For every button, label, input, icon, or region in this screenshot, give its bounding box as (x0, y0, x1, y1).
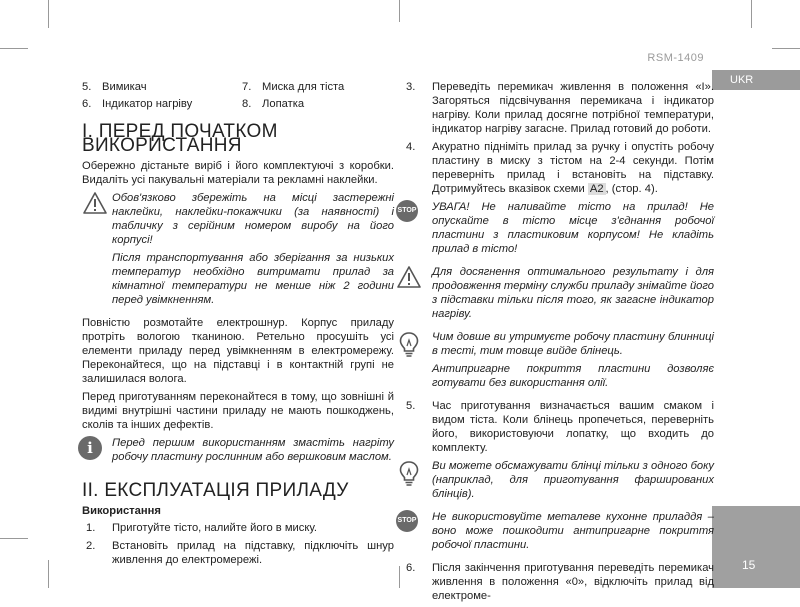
list-item: 5. Вимикач (82, 81, 147, 93)
warning-icon (396, 265, 422, 289)
stop-text: Не використовуйте металеве кухонне приладдя – воно може пошкодити антипригарне покриття робочої пластини. (432, 511, 714, 551)
list-item: 7. Миска для тіста (242, 81, 345, 93)
stop-note (397, 510, 714, 556)
paragraph: Повністю розмотайте електрошнур. Корпус приладу протріть вологою тканиною. Ретельно просушіть усі елементи приладу перед увімкненням в електромережу. Переконайтеся, що на підставці і в контактній групі не залишилася волога. (82, 317, 394, 385)
right-column (397, 80, 714, 607)
list-item: 2. Встановіть прилад на підставку, підключіть шнур живлення до електромережі. (86, 540, 394, 566)
figure-reference: A2 (589, 183, 604, 195)
lightbulb-icon (397, 459, 421, 487)
left-column (82, 80, 394, 571)
section-title: II. ЕКСПЛУАТАЦІЯ ПРИЛАДУ (82, 480, 349, 501)
steps-list (82, 521, 394, 567)
crop-mark (399, 566, 400, 588)
subsection-title: Використання (82, 505, 161, 517)
list-item: 3. Переведіть перемикач живлення в положення «I». Загоряться підсвічування перемикача і індикатор нагріву. Коли прилад досягне потрібної температури, індикатор нагріву загасне. Прилад готовий до роботи. (406, 81, 714, 135)
stop-text: УВАГА! Не наливайте тісто на прилад! Не опускайте в тісто місце з'єднання робочої пластини з пластиковим корпусом! Не кладіть прилад в тісто! (432, 201, 714, 255)
crop-mark (751, 0, 752, 28)
tip-text: Чим довше ви утримуєте робочу пластину блинниці в тесті, тим товще вийде блінець. (432, 331, 714, 357)
list-item: 6. Індикатор нагріву (82, 98, 193, 110)
warning-note (82, 191, 394, 311)
info-icon: i (78, 436, 102, 460)
warning-text: Обов'язково збережіть на місці застережні наклейки, наклейки-покажчики (за наявності) і табличку з серійним номером виробу на його корпусі! (112, 192, 394, 246)
crop-mark (0, 48, 28, 49)
language-tab: UKR (712, 70, 800, 90)
list-item: 6. Після закінчення приготування переведіть перемикач живлення в положення «0», відключіть прилад від електроме- (406, 562, 714, 602)
info-text: Перед першим використанням змастіть нагріту робочу пластину рослинним або вершковим маслом. (112, 437, 394, 463)
stop-note (397, 200, 714, 260)
tip-note (402, 459, 714, 505)
crop-mark (399, 0, 400, 22)
stop-icon: STOP (396, 200, 418, 222)
list-item: 4. Акуратно підніміть прилад за ручку і опустіть робочу пластину в миску з тістом на 2-4 секунди. Потім переверніть прилад і встановіть на підставку. Дотримуйтесь вказівок схеми A2 , (стор. 4). (406, 141, 714, 195)
warning-text: Для досягнення оптимального результату і для продовження терміну служби приладу знімайте його з підставки тільки після того, як загасне індикатор нагріву. (432, 266, 714, 320)
paragraph: Перед приготуванням переконайтеся в тому, що зовнішні й видимі внутрішні частини приладу не мають пошкоджень, сколів та інших дефектів. (82, 391, 394, 431)
warning-text: Після транспортування або зберігання за низьких температур необхідно витримати прилад за кімнатної температури не менше ніж 2 години перед увімкненням. (112, 252, 394, 306)
parts-list (82, 80, 394, 111)
list-item: 1. Приготуйте тісто, налийте його в миску. (86, 522, 317, 534)
crop-mark (772, 48, 800, 49)
lightbulb-icon (397, 330, 421, 358)
list-item: 8. Лопатка (242, 98, 305, 110)
list-item: 5. Час приготування визначається вашим смаком і видом тіста. Коли блінець пропечеться, переверніть його, використовуючи лопатку, що входить до комплекту. (406, 400, 714, 454)
crop-mark (48, 560, 49, 588)
section-title: I. ПЕРЕД ПОЧАТКОМ ВИКОРИСТАННЯ (82, 121, 278, 156)
tip-note (402, 330, 714, 394)
stop-icon: STOP (396, 510, 418, 532)
crop-mark (48, 0, 49, 28)
warning-icon (82, 191, 108, 215)
paragraph: Обережно дістаньте виріб і його комплектуючі з коробки. Видаліть усі пакувальні матеріали та рекламні наклейки. (82, 160, 394, 186)
model-number: RSM-1409 (647, 52, 704, 64)
warning-note (402, 265, 714, 325)
page-number: 15 (712, 506, 800, 588)
tip-text: Антипригарне покриття пластини дозволяє готувати без використання олії. (432, 363, 714, 389)
crop-mark (0, 538, 28, 539)
tip-text: Ви можете обсмажувати блінці тільки з одного боку (наприклад, для приготування фаршированих блінців). (432, 460, 714, 500)
info-note (82, 436, 394, 468)
